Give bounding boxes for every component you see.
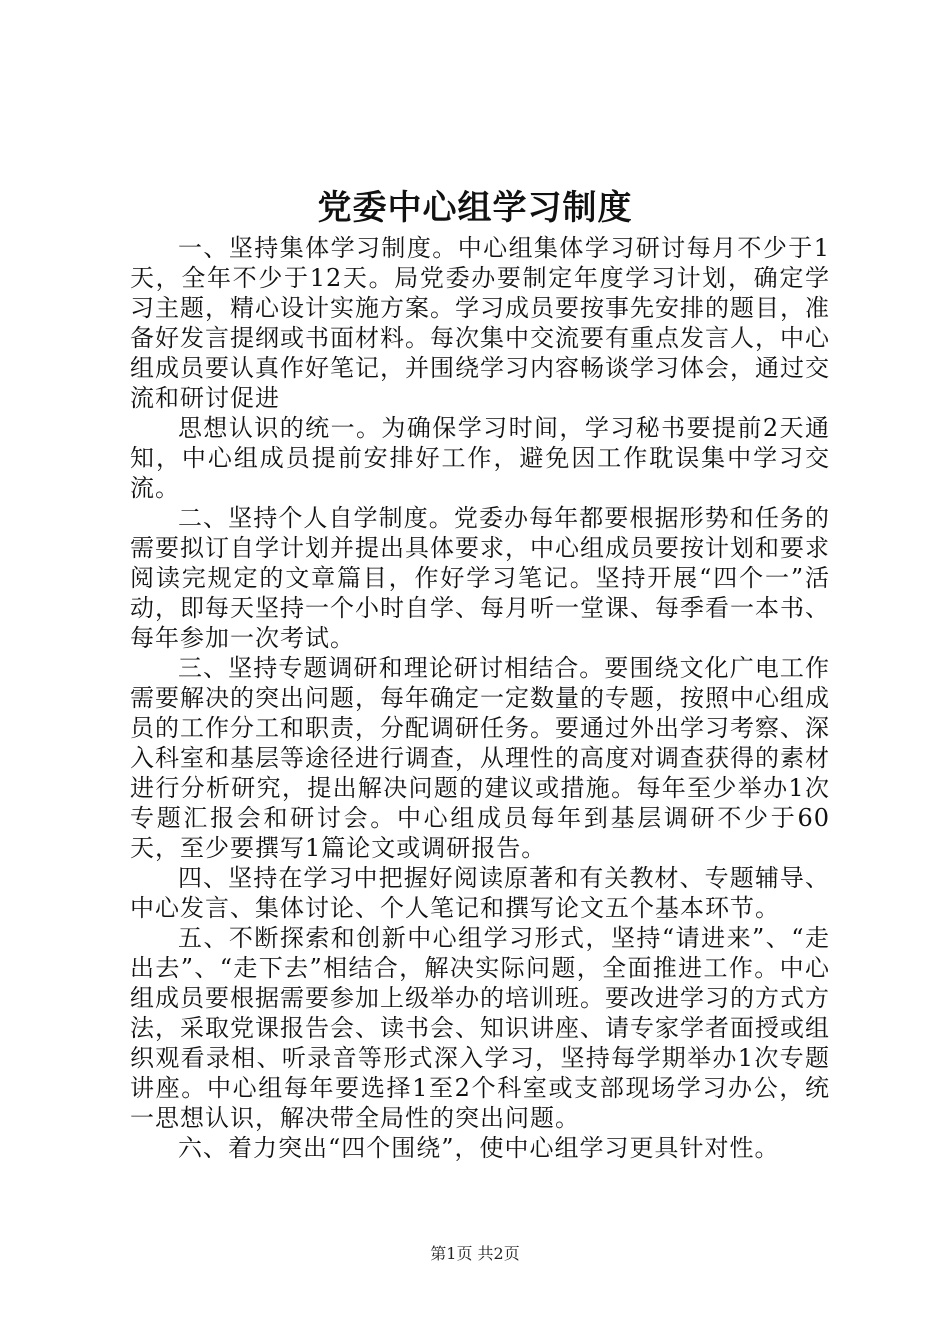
paragraph-4: 三、坚持专题调研和理论研讨相结合。要围绕文化广电工作需要解决的突出问题，每年确定一定数量的专题，按照中心组成员的工作分工和职责，分配调研任务。要通过外出学习考察、深入科室和基层等途径进行调查，从理性的高度对调查获得的素材进行分析研究，提出解决问题的建议或措施。每年至少举办1次专题汇报会和研讨会。中心组成员每年到基层调研不少于60天，至少要撰写1篇论文或调研报告。: [130, 654, 830, 862]
page-footer: 第1页 共2页: [430, 1244, 520, 1263]
paragraph-5: 四、坚持在学习中把握好阅读原著和有关教材、专题辅导、中心发言、集体讨论、个人笔记和撰写论文五个基本环节。: [130, 864, 830, 922]
document-body: [130, 233, 830, 1163]
paragraph-3: 二、坚持个人自学制度。党委办每年都要根据形势和任务的需要拟订自学计划并提出具体要求，中心组成员要按计划和要求阅读完规定的文章篇目，作好学习笔记。坚持开展“四个一”活动，即每天坚持一个小时自学、每月听一堂课、每季看一本书、每年参加一次考试。: [130, 504, 830, 652]
document-title: 党委中心组学习制度: [317, 188, 633, 228]
paragraph-7: 六、着力突出“四个围绕”，使中心组学习更具针对性。: [178, 1134, 780, 1162]
paragraph-2: 思想认识的统一。为确保学习时间，学习秘书要提前2天通知，中心组成员提前安排好工作，避免因工作耽误集中学习交流。: [130, 414, 830, 502]
paragraph-6: 五、不断探索和创新中心组学习形式，坚持“请进来”、“走出去”、“走下去”相结合，解决实际问题，全面推进工作。中心组成员要根据需要参加上级举办的培训班。要改进学习的方式方法，采取党课报告会、读书会、知识讲座、请专家学者面授或组织观看录相、听录音等形式深入学习，坚持每学期举办1次专题讲座。中心组每年要选择1至2个科室或支部现场学习办公，统一思想认识，解决带全局性的突出问题。: [130, 924, 830, 1132]
paragraph-1: 一、坚持集体学习制度。中心组集体学习研讨每月不少于1天，全年不少于12天。局党委办要制定年度学习计划，确定学习主题，精心设计实施方案。学习成员要按事先安排的题目，准备好发言提纲或书面材料。每次集中交流要有重点发言人，中心组成员要认真作好笔记，并围绕学习内容畅谈学习体会，通过交流和研讨促进: [130, 234, 830, 412]
